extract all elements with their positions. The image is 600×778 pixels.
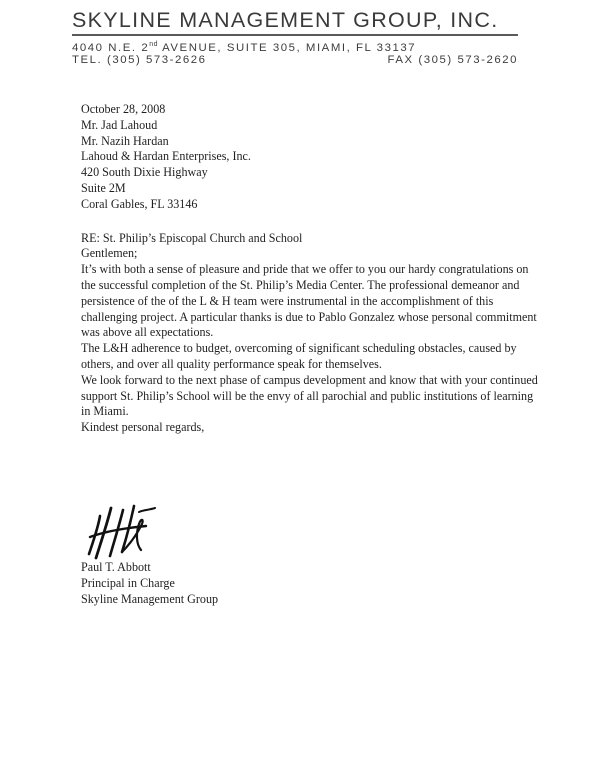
recipient-line: Suite 2M	[81, 180, 126, 195]
fax: FAX (305) 573-2620	[387, 54, 518, 67]
signer-organization: Skyline Management Group	[81, 591, 219, 606]
signer-name: Paul T. Abbott	[81, 560, 151, 574]
telephone: TEL. (305) 573-2626	[72, 54, 207, 67]
contact-line	[72, 54, 518, 67]
signer-title: Principal in Charge	[81, 575, 175, 590]
closing: Kindest personal regards,	[81, 420, 205, 435]
recipient-line: Mr. Nazih Hardan	[81, 133, 169, 148]
address-number: 4040 N.E. 2	[72, 41, 150, 54]
body-paragraph: We look forward to the next phase of campus development and know that with your continued support St. Philip’s School will be the envy of all parochial and public institutions of learning in Miami.	[81, 372, 538, 419]
address-rest: AVENUE, SUITE 305, MIAMI, FL 33137	[158, 41, 417, 54]
company-address	[72, 38, 524, 55]
letter-body	[81, 102, 541, 436]
letterhead-rule	[72, 34, 518, 36]
address-suffix: nd	[149, 40, 159, 48]
signature-icon	[86, 502, 158, 560]
company-name: SKYLINE MANAGEMENT GROUP, INC.	[72, 8, 499, 32]
recipient-block	[81, 118, 541, 213]
body-paragraph: It’s with both a sense of pleasure and pride that we offer to you our hardy congratulations on the successful completion of the St. Philip’s Media Center. The professional demeanor and persistence of the of the L & H team were instrumental in the accomplishment of this challenging project. A particular thanks is due to Pablo Gonzalez whose personal commitment was above all expectations.	[81, 262, 537, 340]
salutation: Gentlemen;	[81, 246, 138, 261]
subject-line: RE: St. Philip’s Episcopal Church and School	[81, 230, 303, 245]
recipient-line: 420 South Dixie Highway	[81, 165, 208, 180]
recipient-line: Mr. Jad Lahoud	[81, 117, 158, 132]
signer-block	[81, 560, 218, 607]
letterhead	[72, 8, 524, 67]
body-paragraph: The L&H adherence to budget, overcoming of significant scheduling obstacles, caused by others, and over all quality performance speak for themselves.	[81, 341, 517, 371]
recipient-line: Lahoud & Hardan Enterprises, Inc.	[81, 149, 251, 164]
letter-date: October 28, 2008	[81, 102, 166, 116]
recipient-line: Coral Gables, FL 33146	[81, 196, 198, 211]
